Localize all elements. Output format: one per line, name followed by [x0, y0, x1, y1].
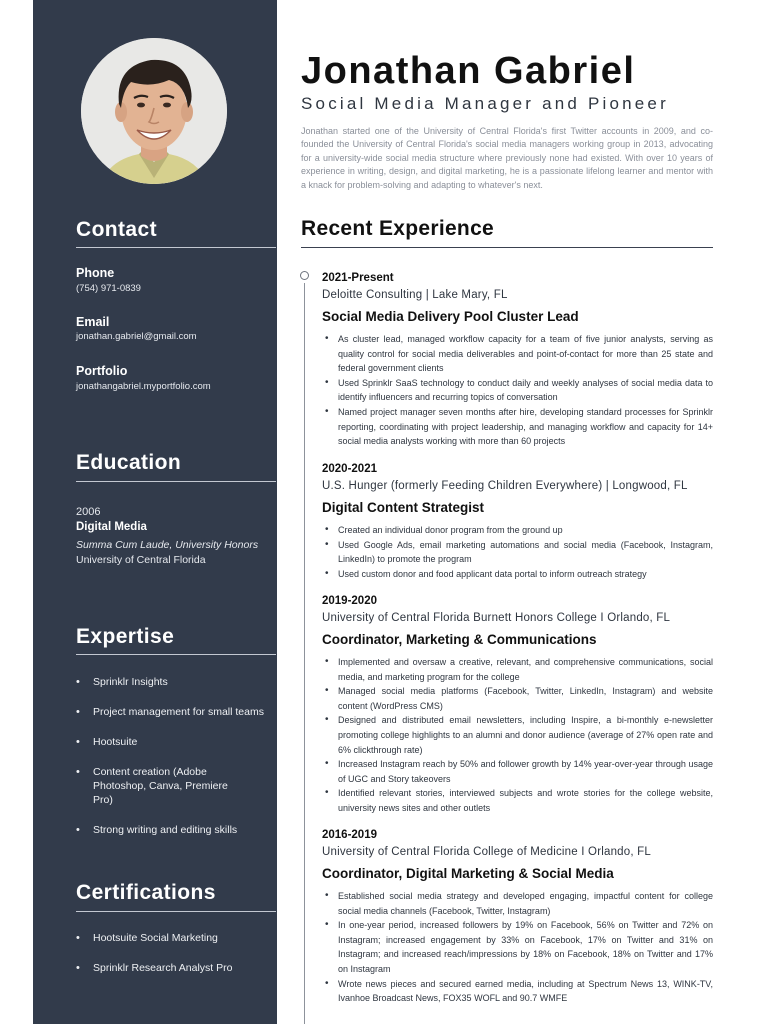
certification-item: • Sprinklr Research Analyst Pro [76, 961, 276, 975]
job-title: Digital Content Strategist [322, 500, 485, 515]
education-divider [76, 481, 276, 482]
profile-photo [81, 38, 227, 184]
job-organization: University of Central Florida Burnett Honors College I Orlando, FL [322, 612, 671, 624]
job-point: • Implemented and oversaw a creative, relevant, and comprehensive communications, social media, and marketing program for the college [322, 655, 713, 684]
job-point: • In one-year period, increased followers by 19% on Facebook, 56% on Twitter and 72% on Instagram; increased engagement by 33% on Facebook, 17% on Twitter and 31% on Instagram; and increased reach/impressions by 18% on Facebook, 18% on Twitter and 17% on Instagram [322, 918, 713, 976]
expertise-divider [76, 654, 276, 655]
certifications-heading: Certifications [76, 881, 216, 904]
job-dates: 2020-2021 [322, 463, 377, 475]
job-points [322, 523, 713, 581]
job-organization: Deloitte Consulting | Lake Mary, FL [322, 289, 508, 301]
portfolio-label: Portfolio [76, 364, 128, 378]
job-point: • Managed social media platforms (Facebook, Twitter, LinkedIn, Instagram) and website content (WordPress CMS) [322, 684, 713, 713]
education-heading: Education [76, 451, 182, 474]
email-label: Email [76, 315, 110, 329]
timeline-line [304, 283, 305, 1024]
experience-entry [322, 463, 713, 581]
job-point: • Used Google Ads, email marketing automations and social media (Facebook, Instagram, LinkedIn) to promote the program [322, 538, 713, 567]
person-role: Social Media Manager and Pioneer [301, 94, 669, 113]
job-point: • Identified relevant stories, interviewed subjects and wrote stories for the college website, university news sites and other outlets [322, 786, 713, 815]
job-point: • Created an individual donor program from the ground up [322, 523, 713, 538]
expertise-item: • Hootsuite [76, 735, 276, 749]
job-point: • As cluster lead, managed workflow capacity for a team of five junior analysts, serving as quality control for social media deliverables and point-of-contact for more than 25 state and federal government clients [322, 332, 713, 376]
sidebar [33, 0, 277, 1024]
phone-label: Phone [76, 266, 115, 280]
experience-divider [301, 247, 713, 248]
phone-value[interactable]: (754) 971-0839 [76, 283, 141, 294]
expertise-item: • Content creation (Adobe Photoshop, Canva, Premiere Pro) [76, 765, 276, 807]
job-point: • Established social media strategy and developed engaging, impactful content for college social media channels (Facebook, Twitter, Instagram) [322, 889, 713, 918]
education-honors: Summa Cum Laude, University Honors [76, 539, 259, 551]
certification-item: • Hootsuite Social Marketing [76, 931, 276, 945]
expertise-item: • Project management for small teams [76, 705, 276, 719]
job-point: • Wrote news pieces and secured earned media, including at Spectrum News 13, WINK-TV, Ivanhoe Broadcast News, FOX35 WOFL and 90.7 WMFE [322, 977, 713, 1006]
job-organization: University of Central Florida College of Medicine I Orlando, FL [322, 846, 651, 858]
experience-entry [322, 829, 713, 1006]
job-dates: 2019-2020 [322, 595, 377, 607]
experience-entry [322, 272, 713, 449]
job-point: • Designed and distributed email newsletters, including Inspire, a bi-monthly e-newsletter promoting college highlights to an alumni and donor audience (average of 27% open rate and 6% clickthrough rate) [322, 713, 713, 757]
job-point: • Used custom donor and food applicant data portal to inform outreach strategy [322, 567, 713, 582]
job-organization: U.S. Hunger (formerly Feeding Children Everywhere) | Longwood, FL [322, 480, 688, 492]
job-point: • Used Sprinklr SaaS technology to conduct daily and weekly analyses of social media data to identify influencers and recurring topics of conversation [322, 376, 713, 405]
job-title: Coordinator, Marketing & Communications [322, 632, 597, 647]
contact-heading: Contact [76, 218, 157, 241]
certifications-divider [76, 911, 276, 912]
education-school: University of Central Florida [76, 554, 206, 566]
job-point: • Increased Instagram reach by 50% and follower growth by 14% year-over-year through usage of UGC and Story takeovers [322, 757, 713, 786]
job-points [322, 655, 713, 816]
education-year: 2006 [76, 506, 101, 518]
expertise-item: • Strong writing and editing skills [76, 823, 276, 837]
timeline-dot-icon [300, 271, 309, 280]
contact-divider [76, 247, 276, 248]
job-title: Coordinator, Digital Marketing & Social Media [322, 866, 614, 881]
job-dates: 2016-2019 [322, 829, 377, 841]
education-degree: Digital Media [76, 521, 147, 533]
expertise-list [76, 675, 276, 853]
certifications-list [76, 931, 276, 991]
expertise-heading: Expertise [76, 625, 175, 648]
job-points [322, 332, 713, 449]
job-title: Social Media Delivery Pool Cluster Lead [322, 309, 579, 324]
portfolio-link[interactable]: jonathangabriel.myportfolio.com [76, 381, 211, 392]
email-value[interactable]: jonathan.gabriel@gmail.com [76, 331, 197, 342]
job-points [322, 889, 713, 1006]
experience-entry [322, 595, 713, 816]
job-dates: 2021-Present [322, 272, 394, 284]
profile-summary: Jonathan started one of the University of Central Florida's first Twitter accounts in 2009, and co-founded the University of Central Florida's social media managers working group in 2013, advocating for a university-wide social media structure where previously none had existed. With over 10 years of experience in writing, design, and digital marketing, he is a passionate lifelong learner and mentor with a knack for problem-solving and adapting to whatever's next. [301, 126, 713, 190]
person-name: Jonathan Gabriel [301, 50, 636, 92]
experience-heading: Recent Experience [301, 217, 495, 240]
job-point: • Named project manager seven months after hire, developing standard processes for Sprinklr reporting, coordinating with project leadership, and managing workflow and capacity for 14+ social media analysts working with more than 60 projects [322, 405, 713, 449]
expertise-item: • Sprinklr Insights [76, 675, 276, 689]
